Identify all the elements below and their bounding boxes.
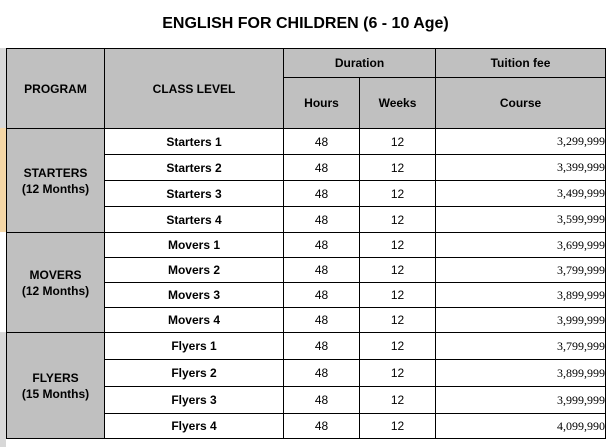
weeks-cell: 12: [360, 333, 436, 360]
weeks-header: Weeks: [360, 78, 436, 129]
weeks-cell: 12: [360, 129, 436, 155]
weeks-cell: 12: [360, 233, 436, 258]
class-level-cell: Flyers 1: [105, 333, 284, 360]
hours-header: Hours: [284, 78, 360, 129]
class-level-cell: Flyers 4: [105, 414, 284, 439]
class-level-header: CLASS LEVEL: [105, 49, 284, 129]
hours-cell: 48: [284, 414, 360, 439]
course-fee-cell: 3,599,999: [436, 207, 606, 233]
program-length: (15 Months): [21, 386, 90, 401]
weeks-cell: 12: [360, 308, 436, 333]
class-level-cell: Movers 3: [105, 283, 284, 308]
class-level-cell: Movers 2: [105, 258, 284, 283]
program-header: PROGRAM: [7, 49, 105, 129]
course-fee-cell: 3,799,999: [436, 333, 606, 360]
course-fee-cell: 3,899,999: [436, 283, 606, 308]
weeks-cell: 12: [360, 207, 436, 233]
hours-cell: 48: [284, 233, 360, 258]
program-starters-cell: [7, 129, 105, 233]
weeks-cell: 12: [360, 258, 436, 283]
class-level-cell: Starters 2: [105, 155, 284, 181]
program-length: (12 Months): [21, 181, 90, 196]
header-row: [7, 49, 606, 78]
class-level-cell: Starters 4: [105, 207, 284, 233]
hours-cell: 48: [284, 360, 360, 387]
program-name: STARTERS: [23, 165, 88, 180]
weeks-cell: 12: [360, 360, 436, 387]
duration-header: Duration: [284, 49, 436, 78]
class-level-cell: Flyers 2: [105, 360, 284, 387]
weeks-cell: 12: [360, 155, 436, 181]
weeks-cell: 12: [360, 181, 436, 207]
hours-cell: 48: [284, 258, 360, 283]
course-fee-cell: 3,699,999: [436, 233, 606, 258]
table-body: [7, 129, 606, 439]
table-row: [7, 129, 606, 155]
course-header: Course: [436, 78, 606, 129]
hours-cell: 48: [284, 333, 360, 360]
hours-cell: 48: [284, 387, 360, 414]
course-fee-cell: 3,999,999: [436, 308, 606, 333]
weeks-cell: 12: [360, 283, 436, 308]
course-fee-cell: 4,099,990: [436, 414, 606, 439]
course-fee-cell: 3,399,999: [436, 155, 606, 181]
table-title: ENGLISH FOR CHILDREN (6 - 10 Age): [162, 15, 449, 32]
course-fee-cell: 3,299,999: [436, 129, 606, 155]
course-fee-cell: 3,499,999: [436, 181, 606, 207]
class-level-cell: Starters 1: [105, 129, 284, 155]
table-row: [7, 333, 606, 360]
hours-cell: 48: [284, 129, 360, 155]
course-fee-cell: 3,999,999: [436, 387, 606, 414]
hours-cell: 48: [284, 308, 360, 333]
tuition-table: [6, 48, 606, 439]
weeks-cell: 12: [360, 387, 436, 414]
program-length: (12 Months): [21, 283, 90, 298]
course-fee-cell: 3,899,999: [436, 360, 606, 387]
program-name: FLYERS: [32, 370, 79, 385]
class-level-cell: Starters 3: [105, 181, 284, 207]
hours-cell: 48: [284, 207, 360, 233]
program-movers-cell: [7, 233, 105, 333]
class-level-cell: Flyers 3: [105, 387, 284, 414]
class-level-cell: Movers 4: [105, 308, 284, 333]
hours-cell: 48: [284, 155, 360, 181]
hours-cell: 48: [284, 181, 360, 207]
program-name: MOVERS: [29, 267, 82, 282]
class-level-cell: Movers 1: [105, 233, 284, 258]
course-fee-cell: 3,799,999: [436, 258, 606, 283]
table-row: [7, 233, 606, 258]
spreadsheet-area: [0, 48, 611, 447]
program-flyers-cell: [7, 333, 105, 439]
weeks-cell: 12: [360, 414, 436, 439]
hours-cell: 48: [284, 283, 360, 308]
tuition-fee-header: Tuition fee: [436, 49, 606, 78]
